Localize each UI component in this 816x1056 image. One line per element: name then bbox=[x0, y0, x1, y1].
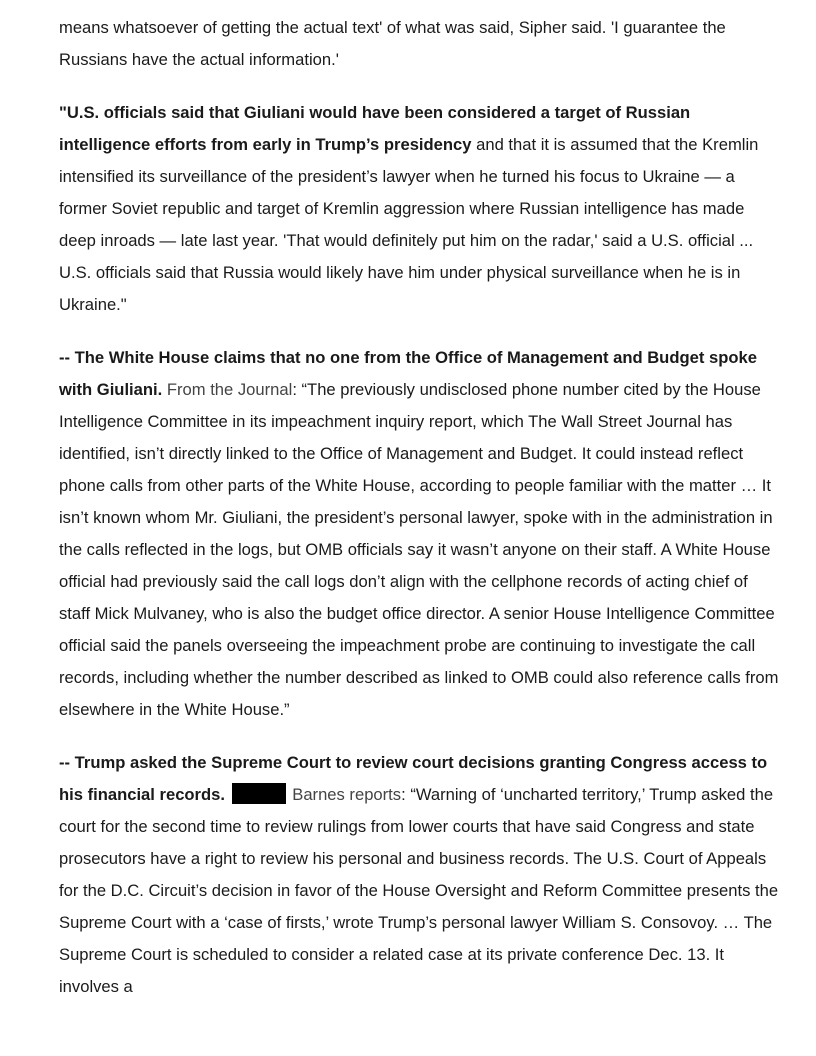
paragraph-giuliani-target bbox=[59, 97, 779, 321]
source-link-journal[interactable]: From the Journal bbox=[166, 380, 293, 399]
paragraph-text: means whatsoever of getting the actual text' of what was said, Sipher said. 'I guarantee the Russians have the actual information.' bbox=[59, 18, 726, 69]
paragraph-text: and that it is assumed that the Kremlin intensified its surveillance of the president’s lawyer when he turned his focus to Ukraine — a former Soviet republic and target of Kremlin aggression where Russian intelligence has made deep inroads — late last year. 'That would definitely put him on the radar,' said a U.S. official ... U.S. officials said that Russia would likely have him under physical surveillance when he is in Ukraine." bbox=[59, 135, 759, 314]
paragraph-omb-claims bbox=[59, 342, 779, 726]
paragraph-sipher-quote bbox=[59, 12, 779, 76]
document-page bbox=[59, 12, 779, 1024]
paragraph-text: : “The previously undisclosed phone number cited by the House Intelligence Committee in its impeachment inquiry report, which The Wall Street Journal has identified, isn’t directly linked to the Office of Management and Budget. It could instead reflect phone calls from other parts of the White House, according to people familiar with the matter … It isn’t known whom Mr. Giuliani, the president’s personal lawyer, spoke with in the administration in the calls reflected in the logs, but OMB officials say it wasn’t anyone on their staff. A White House official had previously said the call logs don’t align with the cellphone records of acting chief of staff Mick Mulvaney, who is also the budget office director. A senior House Intelligence Committee official said the panels overseeing the impeachment probe are continuing to investigate the call records, including whether the number described as linked to OMB could also reference calls from elsewhere in the White House.” bbox=[59, 380, 779, 719]
paragraph-bold-lead: "U.S. officials said that Giuliani would have been considered a target of Russian intelligence efforts from early in Trump’s presidency bbox=[59, 103, 691, 154]
redaction-block bbox=[232, 783, 286, 804]
paragraph-supreme-court bbox=[59, 747, 779, 1003]
paragraph-bold-lead: -- Trump asked the Supreme Court to review court decisions granting Congress access to his financial records. bbox=[59, 753, 768, 804]
paragraph-text: : “Warning of ‘uncharted territory,’ Trump asked the court for the second time to review rulings from lower courts that have said Congress and state prosecutors have a right to review his personal and business records. The U.S. Court of Appeals for the D.C. Circuit’s decision in favor of the House Oversight and Reform Committee presents the Supreme Court with a ‘case of firsts,’ wrote Trump’s personal lawyer William S. Consovoy. … The Supreme Court is scheduled to consider a related case at its private conference Dec. 13. It involves a bbox=[59, 785, 779, 996]
paragraph-bold-lead: -- The White House claims that no one from the Office of Management and Budget spoke with Giuliani. bbox=[59, 348, 757, 399]
source-link-barnes[interactable]: Barnes reports bbox=[292, 785, 402, 804]
